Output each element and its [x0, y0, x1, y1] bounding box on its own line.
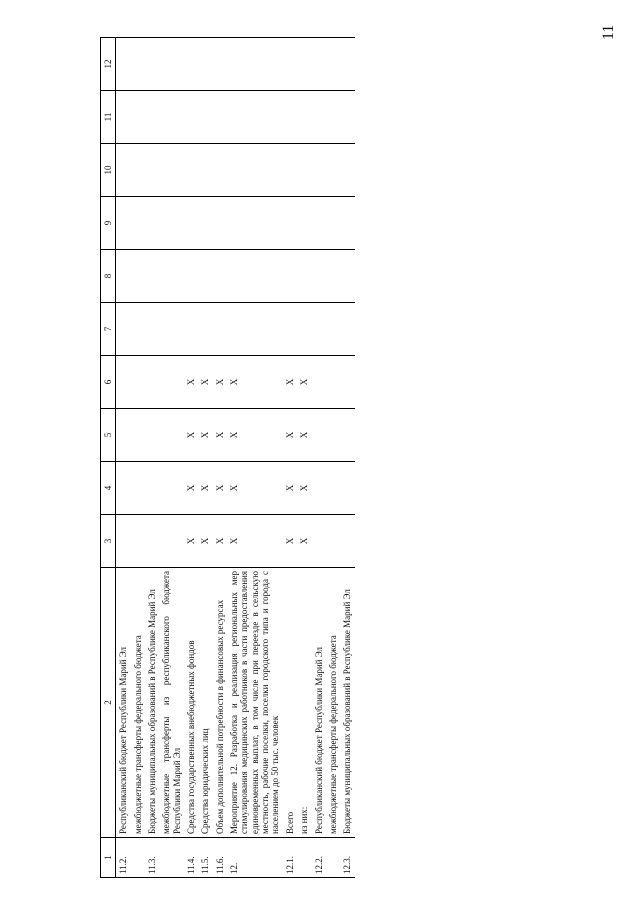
value-cell-col8 — [297, 250, 311, 303]
value-cell-col4 — [116, 462, 131, 515]
value-cell-col7 — [283, 303, 297, 356]
value-cell-col3 — [145, 515, 159, 568]
value-cell-col5 — [340, 409, 354, 462]
value-cell-col10 — [145, 144, 159, 197]
value-cell-col3: X — [297, 515, 311, 568]
row-description: из них: — [297, 568, 311, 838]
value-cell-col10 — [283, 144, 297, 197]
value-cell-col4: X — [184, 462, 198, 515]
value-cell-col7 — [159, 303, 184, 356]
row-number — [131, 838, 145, 878]
value-cell-col3: X — [227, 515, 283, 568]
value-cell-col6 — [326, 356, 340, 409]
value-cell-col12 — [198, 38, 212, 91]
row-description: Мероприятие 12. Разработка и реализация региональных мер стимулирования медицинских работников в части предоставления единовременных выплат, в том числе при переезде в сельскую местность, рабочие поселки, поселки городского типа и города с населением до 50 тыс. человек — [227, 568, 283, 838]
column-header-3: 3 — [101, 515, 116, 568]
table-row — [198, 38, 212, 878]
value-cell-col11 — [213, 91, 227, 144]
value-cell-col7 — [312, 303, 326, 356]
row-number — [297, 838, 311, 878]
value-cell-col12 — [184, 38, 198, 91]
row-description: Средства юридических лиц — [198, 568, 212, 838]
value-cell-col5 — [159, 409, 184, 462]
value-cell-col11 — [340, 91, 354, 144]
value-cell-col4: X — [227, 462, 283, 515]
value-cell-col6: X — [213, 356, 227, 409]
table-row — [326, 38, 340, 878]
value-cell-col12 — [145, 38, 159, 91]
row-description: межбюджетные трансферты федерального бюджета — [131, 568, 145, 838]
value-cell-col7 — [213, 303, 227, 356]
value-cell-col11 — [116, 91, 131, 144]
value-cell-col10 — [198, 144, 212, 197]
value-cell-col11 — [198, 91, 212, 144]
value-cell-col4 — [131, 462, 145, 515]
value-cell-col10 — [116, 144, 131, 197]
value-cell-col5: X — [213, 409, 227, 462]
table-row — [283, 38, 297, 878]
value-cell-col10 — [159, 144, 184, 197]
value-cell-col7 — [131, 303, 145, 356]
value-cell-col12 — [159, 38, 184, 91]
value-cell-col8 — [131, 250, 145, 303]
value-cell-col8 — [326, 250, 340, 303]
value-cell-col12 — [297, 38, 311, 91]
value-cell-col11 — [326, 91, 340, 144]
value-cell-col10 — [227, 144, 283, 197]
value-cell-col9 — [213, 197, 227, 250]
value-cell-col11 — [184, 91, 198, 144]
value-cell-col8 — [340, 250, 354, 303]
column-header-5: 5 — [101, 409, 116, 462]
table-row — [116, 38, 131, 878]
value-cell-col8 — [159, 250, 184, 303]
value-cell-col4 — [312, 462, 326, 515]
column-header-7: 7 — [101, 303, 116, 356]
value-cell-col11 — [312, 91, 326, 144]
table-row — [131, 38, 145, 878]
table-row — [227, 38, 283, 878]
row-number — [159, 838, 184, 878]
value-cell-col4 — [326, 462, 340, 515]
row-number — [326, 838, 340, 878]
value-cell-col10 — [326, 144, 340, 197]
value-cell-col12 — [326, 38, 340, 91]
value-cell-col6 — [340, 356, 354, 409]
value-cell-col4 — [145, 462, 159, 515]
header-row — [101, 38, 116, 878]
value-cell-col8 — [227, 250, 283, 303]
value-cell-col4: X — [198, 462, 212, 515]
value-cell-col4 — [340, 462, 354, 515]
value-cell-col8 — [213, 250, 227, 303]
row-number: 11.6. — [213, 838, 227, 878]
row-number: 11.2. — [116, 838, 131, 878]
value-cell-col4: X — [297, 462, 311, 515]
value-cell-col12 — [312, 38, 326, 91]
value-cell-col5: X — [297, 409, 311, 462]
column-header-9: 9 — [101, 197, 116, 250]
value-cell-col6 — [312, 356, 326, 409]
value-cell-col11 — [159, 91, 184, 144]
value-cell-col5 — [312, 409, 326, 462]
column-header-2: 2 — [101, 568, 116, 838]
value-cell-col9 — [340, 197, 354, 250]
value-cell-col5 — [131, 409, 145, 462]
value-cell-col6: X — [227, 356, 283, 409]
table-row — [297, 38, 311, 878]
row-number: 12. — [227, 838, 283, 878]
column-header-11: 11 — [101, 91, 116, 144]
row-description: межбюджетные трансферты федерального бюджета — [326, 568, 340, 838]
value-cell-col7 — [184, 303, 198, 356]
value-cell-col8 — [145, 250, 159, 303]
column-header-12: 12 — [101, 38, 116, 91]
value-cell-col7 — [227, 303, 283, 356]
value-cell-col11 — [297, 91, 311, 144]
value-cell-col9 — [283, 197, 297, 250]
value-cell-col12 — [283, 38, 297, 91]
value-cell-col10 — [213, 144, 227, 197]
value-cell-col12 — [131, 38, 145, 91]
value-cell-col4: X — [283, 462, 297, 515]
row-number: 12.1. — [283, 838, 297, 878]
column-header-6: 6 — [101, 356, 116, 409]
table-body — [116, 38, 355, 878]
value-cell-col9 — [159, 197, 184, 250]
row-description: межбюджетные трансферты из республиканского бюджета Республики Марий Эл — [159, 568, 184, 838]
value-cell-col6 — [131, 356, 145, 409]
value-cell-col7 — [116, 303, 131, 356]
table-row — [213, 38, 227, 878]
value-cell-col3 — [159, 515, 184, 568]
value-cell-col5: X — [184, 409, 198, 462]
row-description: Бюджеты муниципальных образований в Республике Марий Эл — [145, 568, 159, 838]
row-number: 11.5. — [198, 838, 212, 878]
value-cell-col12 — [227, 38, 283, 91]
value-cell-col9 — [312, 197, 326, 250]
value-cell-col11 — [145, 91, 159, 144]
value-cell-col3 — [326, 515, 340, 568]
value-cell-col8 — [283, 250, 297, 303]
row-number: 12.3. — [340, 838, 354, 878]
value-cell-col12 — [340, 38, 354, 91]
value-cell-col9 — [227, 197, 283, 250]
budget-table — [100, 37, 355, 878]
value-cell-col5 — [326, 409, 340, 462]
value-cell-col6: X — [198, 356, 212, 409]
value-cell-col9 — [198, 197, 212, 250]
row-description: Объем дополнительной потребности в финансовых ресурсах — [213, 568, 227, 838]
column-header-4: 4 — [101, 462, 116, 515]
value-cell-col7 — [297, 303, 311, 356]
value-cell-col10 — [297, 144, 311, 197]
value-cell-col7 — [340, 303, 354, 356]
value-cell-col9 — [116, 197, 131, 250]
value-cell-col12 — [116, 38, 131, 91]
value-cell-col10 — [184, 144, 198, 197]
value-cell-col9 — [297, 197, 311, 250]
row-description: Республиканский бюджет Республики Марий Эл — [116, 568, 131, 838]
value-cell-col7 — [326, 303, 340, 356]
value-cell-col8 — [184, 250, 198, 303]
value-cell-col3 — [340, 515, 354, 568]
value-cell-col11 — [131, 91, 145, 144]
row-number: 11.3. — [145, 838, 159, 878]
value-cell-col5 — [145, 409, 159, 462]
value-cell-col9 — [131, 197, 145, 250]
page-number: 11 — [600, 24, 617, 40]
value-cell-col6: X — [283, 356, 297, 409]
value-cell-col6: X — [297, 356, 311, 409]
value-cell-col10 — [131, 144, 145, 197]
value-cell-col3: X — [283, 515, 297, 568]
value-cell-col3 — [116, 515, 131, 568]
value-cell-col7 — [198, 303, 212, 356]
row-number: 11.4. — [184, 838, 198, 878]
value-cell-col10 — [340, 144, 354, 197]
value-cell-col10 — [312, 144, 326, 197]
table-row — [159, 38, 184, 878]
value-cell-col3: X — [184, 515, 198, 568]
value-cell-col5: X — [283, 409, 297, 462]
row-description: Средства государственных внебюджетных фондов — [184, 568, 198, 838]
column-header-8: 8 — [101, 250, 116, 303]
column-header-10: 10 — [101, 144, 116, 197]
value-cell-col6 — [159, 356, 184, 409]
table-row — [312, 38, 326, 878]
row-description: Республиканский бюджет Республики Марий Эл — [312, 568, 326, 838]
row-number: 12.2. — [312, 838, 326, 878]
value-cell-col3 — [312, 515, 326, 568]
table-header — [101, 38, 116, 878]
value-cell-col5: X — [227, 409, 283, 462]
column-header-1: 1 — [101, 838, 116, 878]
value-cell-col8 — [116, 250, 131, 303]
value-cell-col8 — [198, 250, 212, 303]
value-cell-col7 — [145, 303, 159, 356]
value-cell-col4: X — [213, 462, 227, 515]
value-cell-col6 — [145, 356, 159, 409]
value-cell-col6: X — [184, 356, 198, 409]
value-cell-col3 — [131, 515, 145, 568]
table-row — [340, 38, 354, 878]
value-cell-col3: X — [213, 515, 227, 568]
value-cell-col5 — [116, 409, 131, 462]
row-description: Бюджеты муниципальных образований в Республике Марий Эл — [340, 568, 354, 838]
value-cell-col8 — [312, 250, 326, 303]
value-cell-col9 — [326, 197, 340, 250]
row-description: Всего — [283, 568, 297, 838]
value-cell-col9 — [184, 197, 198, 250]
table-row — [184, 38, 198, 878]
value-cell-col6 — [116, 356, 131, 409]
table-row — [145, 38, 159, 878]
value-cell-col11 — [227, 91, 283, 144]
value-cell-col12 — [213, 38, 227, 91]
value-cell-col11 — [283, 91, 297, 144]
value-cell-col5: X — [198, 409, 212, 462]
budget-table-container — [100, 38, 620, 878]
value-cell-col9 — [145, 197, 159, 250]
value-cell-col4 — [159, 462, 184, 515]
value-cell-col3: X — [198, 515, 212, 568]
